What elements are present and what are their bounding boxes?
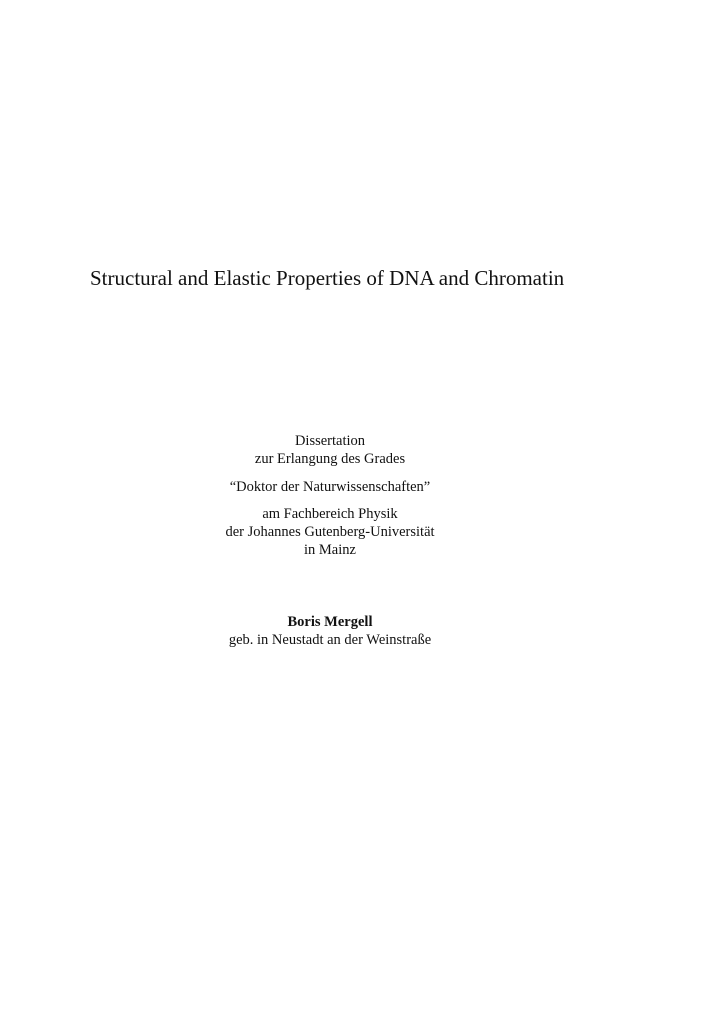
dissertation-block (130, 432, 530, 468)
university-line: der Johannes Gutenberg-Universität (225, 524, 435, 540)
thesis-title: Structural and Elastic Properties of DNA and Chromatin (90, 266, 565, 290)
author-block (130, 613, 530, 649)
department-block (130, 505, 530, 559)
degree-block (130, 478, 530, 496)
department-line: am Fachbereich Physik (262, 506, 398, 522)
author-birthplace: geb. in Neustadt an der Weinstraße (228, 632, 432, 648)
degree-name: “Doktor der Naturwissenschaften” (229, 479, 431, 495)
degree-purpose: zur Erlangung des Grades (254, 451, 406, 467)
dissertation-label: Dissertation (294, 433, 366, 449)
author-name: Boris Mergell (287, 614, 373, 630)
city-line: in Mainz (304, 542, 356, 558)
